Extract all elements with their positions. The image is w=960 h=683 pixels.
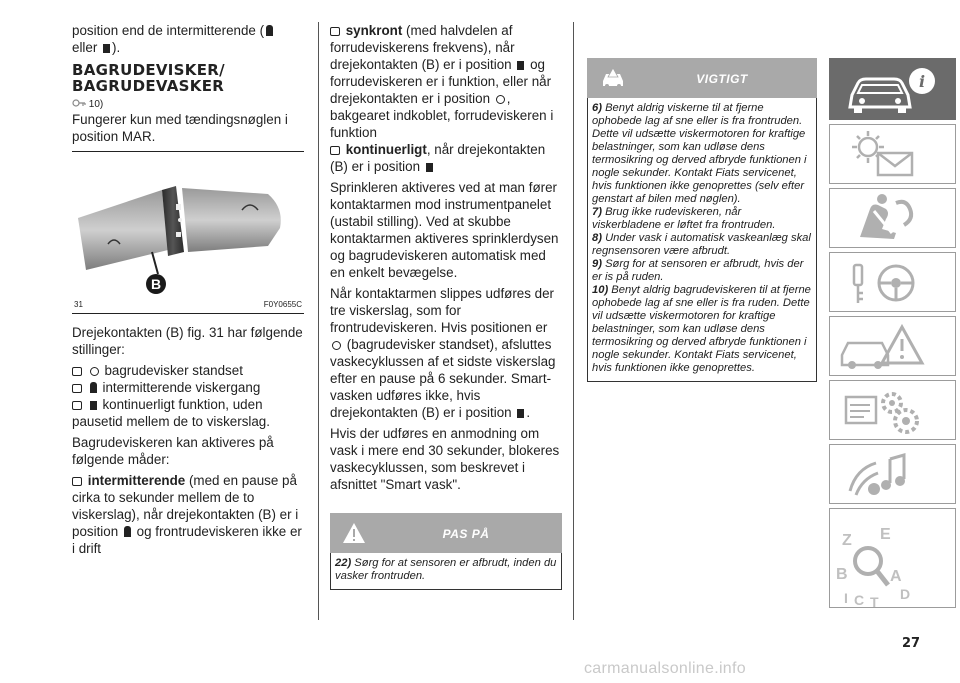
maintenance-gears-icon xyxy=(830,381,957,441)
index-letter: C xyxy=(854,592,865,608)
wiper-stalk-illustration xyxy=(72,152,304,300)
note-number: 9) xyxy=(592,258,602,270)
note-number: 8) xyxy=(592,232,602,244)
sidebar-tab-multimedia[interactable] xyxy=(829,444,956,504)
bullet-icon xyxy=(72,401,82,410)
term-synchronous: synkront xyxy=(345,23,403,38)
important-header xyxy=(587,58,817,98)
bullet-icon xyxy=(330,146,340,155)
important-box xyxy=(587,58,817,382)
bullet-icon xyxy=(72,384,82,393)
continuous-icon xyxy=(517,61,524,70)
svg-text:i: i xyxy=(918,72,926,91)
intro-end: ). xyxy=(112,40,121,55)
release-text-b: (bagrudevisker standset), afsluttes vaskecyklussen af et sidste viskerslag efter en pause på 6 sekunder. Smart-vasken udføres ikke, hvis drejekontakten (B) er i position xyxy=(330,337,556,420)
multimedia-icon xyxy=(830,445,957,505)
list-item-text: og frontrudeviskeren ikke er i drift xyxy=(72,524,302,556)
index-letter: E xyxy=(880,526,891,543)
column-divider-1 xyxy=(318,22,319,620)
sidebar-tab-key-steering[interactable] xyxy=(829,252,956,312)
note-item xyxy=(592,206,812,232)
key-icon xyxy=(72,97,86,109)
sidebar-tab-index[interactable] xyxy=(829,508,956,608)
note-number: 10) xyxy=(592,284,609,296)
page-number: 27 xyxy=(902,636,921,651)
important-title: VIGTIGT xyxy=(696,72,748,86)
release-text xyxy=(330,285,562,421)
list-item xyxy=(72,362,304,379)
list-item xyxy=(72,379,304,396)
bullet-icon xyxy=(72,477,82,486)
caution-body xyxy=(330,553,562,590)
intermittent-icon xyxy=(90,382,97,393)
activation-intro: Bagrudeviskeren kan aktiveres på følgende måder: xyxy=(72,435,274,467)
term-continuous: kontinuerligt xyxy=(345,142,427,157)
figure-number: 31 xyxy=(74,300,83,309)
long-wash-text: Hvis der udføres en anmodning om vask i mere end 30 sekunder, blokeres vaskecyklussen, som beskrevet i afsnittet "Smart vask". xyxy=(330,426,560,492)
off-icon xyxy=(90,367,99,376)
magnifier-icon xyxy=(855,548,881,574)
list-item-text: og forrudeviskeren er i funktion, eller når drejekontakten er i position xyxy=(330,57,552,106)
list-item-text: , bakgearet indkoblet, forrudeviskeren i funktion xyxy=(330,91,554,140)
note-item xyxy=(592,232,812,258)
key-requirement-text: Fungerer kun med tændingsnøglen i position MAR. xyxy=(72,112,288,144)
list-item-text: (med halvdelen af forrudeviskerens frekvens), når drejekontakten (B) er i position xyxy=(330,23,515,72)
list-item-text: (med en pause på cirka to sekunder mellem de to viskerslag), når drejekontakten (B) er i position xyxy=(72,473,299,539)
section-heading: BAGRUDEVISKER/ BAGRUDEVASKER xyxy=(72,61,225,95)
sidebar-tab-warning-lights[interactable] xyxy=(829,124,956,184)
list-item-text: bagrudevisker standset xyxy=(104,363,243,378)
sidebar-tab-car-info[interactable] xyxy=(829,58,956,120)
release-text-a: Når kontaktarmen slippes udføres der tre viskerslag, som for frontrudeviskeren. Hvis positionen er xyxy=(330,286,555,335)
note-item xyxy=(592,102,812,206)
intermittent-icon xyxy=(124,526,131,537)
caution-number: 22) xyxy=(335,557,352,569)
wiper-stalk-figure xyxy=(72,152,304,300)
index-letter: Z xyxy=(842,532,852,549)
bullet-icon xyxy=(72,367,82,376)
sidebar-tab-breakdown[interactable] xyxy=(829,316,956,376)
index-letter: D xyxy=(900,586,911,602)
list-item xyxy=(72,472,304,557)
ref-number: 10) xyxy=(88,99,104,110)
note-text: Under vask i automatisk vaskeanlæg skal regnsensoren være afbrudt. xyxy=(592,232,811,257)
list-item-text: kontinuerligt funktion, uden pausetid mellem de to viskerslag. xyxy=(72,397,270,429)
caution-box xyxy=(330,513,562,590)
note-item xyxy=(592,284,812,375)
column-middle xyxy=(330,22,562,590)
car-breakdown-icon xyxy=(830,317,957,377)
note-text: Benyt aldrig viskerne til at fjerne ophobede lag af sne eller is fra frontruden. Dette vil udsætte viskermotoren for kraftige belastninger, som kan udløse dens termosikring og derved afbryde funktionen i nogle sekunder. Kontakt Fiats servicenet, hvis funktionen ikke genoprettes (selv efter genstart af bilen med nøglen). xyxy=(592,102,807,205)
watermark: carmanualsonline.info xyxy=(584,660,746,677)
safety-airbag-icon xyxy=(830,189,957,249)
note-text: Brug ikke rudeviskeren, når viskerbladene er løftet fra frontruden. xyxy=(592,206,776,231)
note-number: 6) xyxy=(592,102,602,114)
caution-header xyxy=(330,513,562,553)
index-icon xyxy=(830,509,957,609)
bullet-icon xyxy=(330,27,340,36)
car-info-icon xyxy=(830,59,957,121)
important-body xyxy=(587,98,817,382)
release-text-end: . xyxy=(526,405,531,420)
intermittent-icon xyxy=(266,25,273,36)
index-letter: I xyxy=(844,590,848,606)
sidebar-tab-maintenance[interactable] xyxy=(829,380,956,440)
list-item xyxy=(330,22,562,141)
list-item-text: , når drejekontakten (B) er i position xyxy=(330,142,546,174)
intro-text: position end de intermitterende xyxy=(72,23,256,38)
caution-text: Sørg for at sensoren er afbrudt, inden du vasker frontruden. xyxy=(335,557,557,582)
note-text: Sørg for at sensoren er afbrudt, hvis der er is på ruden. xyxy=(592,258,804,283)
figure-code: F0Y0655C xyxy=(263,300,302,309)
column-divider-2 xyxy=(573,22,574,620)
off-icon xyxy=(496,95,505,104)
index-letter: T xyxy=(870,594,879,609)
index-letter: A xyxy=(890,568,902,585)
continuous-icon xyxy=(426,163,433,172)
note-text: Benyt aldrig bagrudeviskeren til at fjerne ophobede lag af sne eller is fra ruden. Dette vil udsætte viskermotoren for kraftige belastninger, som kan udløse dens termosikring og derved afbryde funktionen i nogle sekunder. Kontakt Fiats servicenet, hvis funktionen ikke genoprettes. xyxy=(592,284,811,374)
sprinkler-text: Sprinkleren aktiveres ved at man fører kontaktarmen mod instrumentpanelet (ustabil stilling). Ved at skubbe kontaktarmen aktiveres sprinklerdysen og bagrudeviskeren automatisk med en enkelt bevægelse. xyxy=(330,180,559,280)
off-icon xyxy=(332,341,341,350)
intro-or: eller xyxy=(72,40,98,55)
caution-title: PAS PÅ xyxy=(442,527,490,541)
note-item xyxy=(592,258,812,284)
positions-intro: Drejekontakten (B) fig. 31 har følgende stillinger: xyxy=(72,325,303,357)
continuous-icon xyxy=(103,44,110,53)
list-item-text: intermitterende viskergang xyxy=(102,380,261,395)
list-item xyxy=(330,141,562,175)
key-steering-icon xyxy=(830,253,957,313)
index-letter: B xyxy=(836,566,848,583)
column-right xyxy=(587,58,817,382)
continuous-icon xyxy=(90,401,97,410)
figure-callout-label: B xyxy=(150,276,162,292)
list-item xyxy=(72,396,304,430)
term-intermittent: intermitterende xyxy=(87,473,186,488)
warning-lights-icon xyxy=(830,125,957,185)
sidebar-tab-safety[interactable] xyxy=(829,188,956,248)
note-number: 7) xyxy=(592,206,602,218)
column-left: position end de intermitterende ( eller ). BAGRUDEVISKER/ BAGRUDEVASKER 10) Fungerer kun med tændingsnøglen i position MAR. B 31 F0Y0655C Drejekontakten (B) fig. 31 har følgende stillinger: bagrudevisker standset intermitterende viskergang kontinuerligt funktion, uden pausetid mellem de to viskerslag. Bagrudeviskeren kan aktiveres på følgende måder: intermitterende (med en pause på cirka to sekunder mellem de to viskerslag), når drejekontakten (B) er i position og frontrudeviskeren ikke er i drift xyxy=(72,23,303,556)
continuous-icon xyxy=(517,409,524,418)
